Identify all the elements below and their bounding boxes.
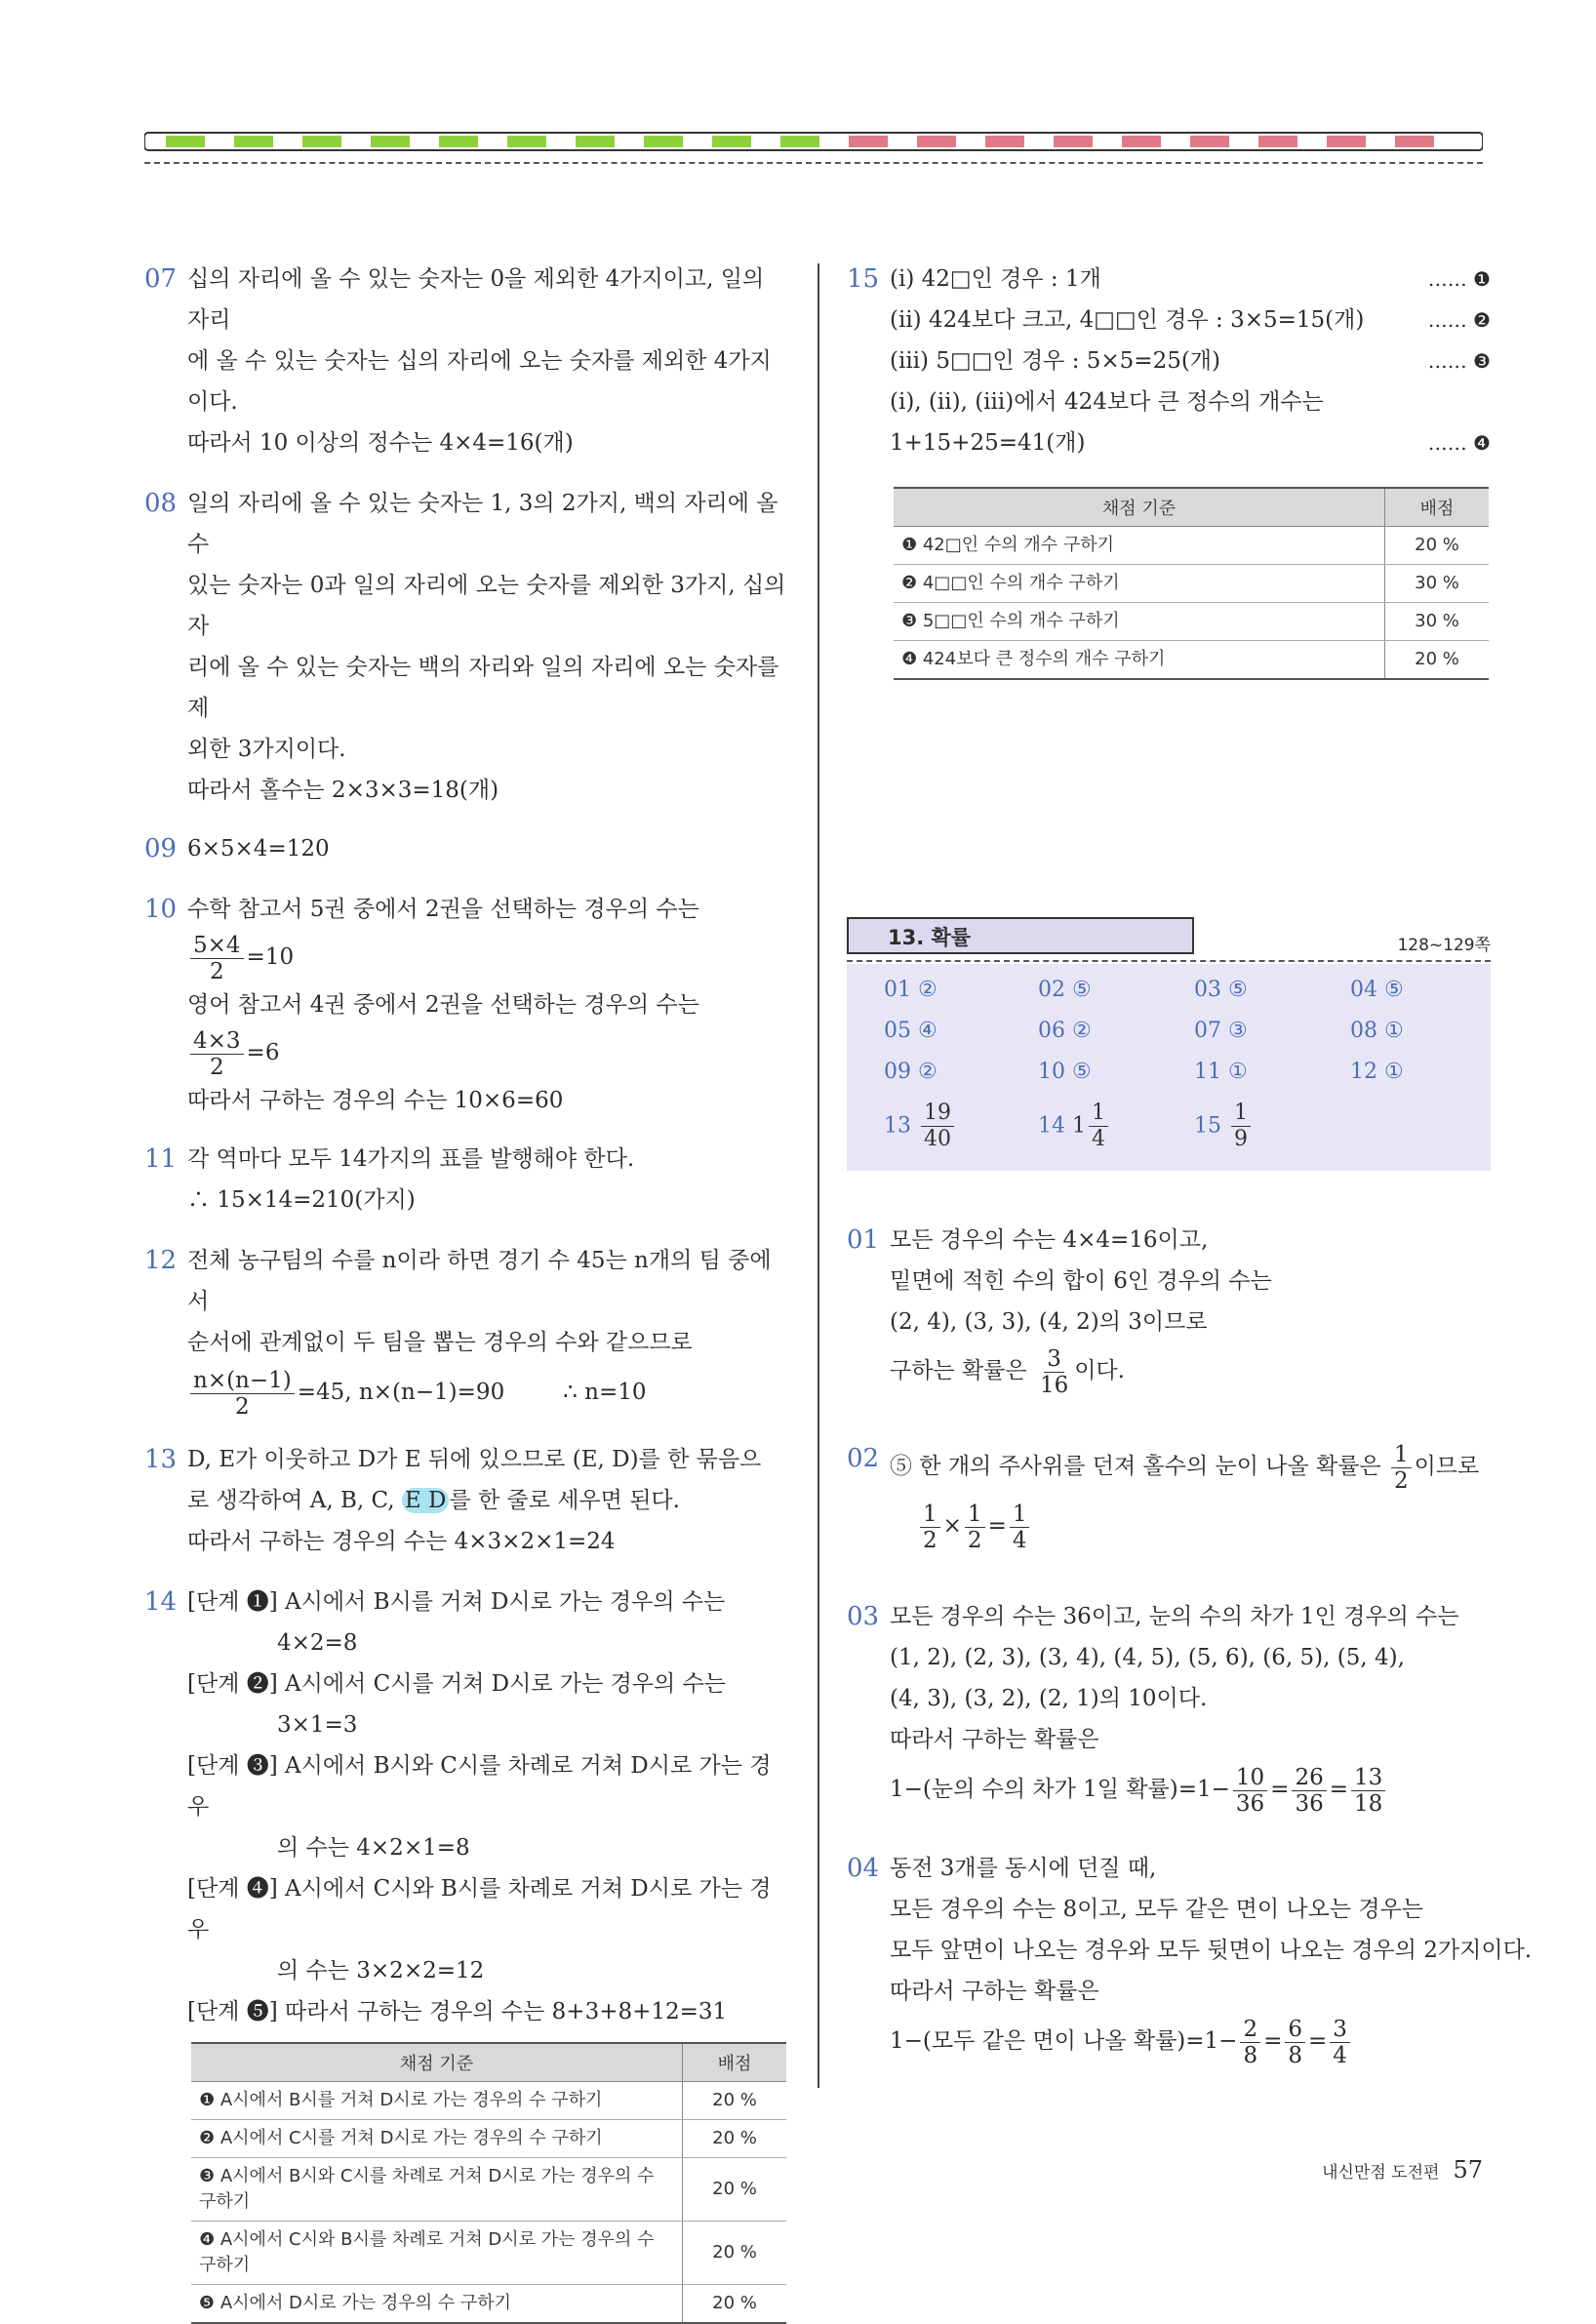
text-line: 따라서 홀수는 2×3×3=18(개)	[187, 778, 499, 803]
band-segment	[1395, 136, 1434, 147]
table-row: ❶ 42□인 수의 개수 구하기 20 %	[894, 527, 1489, 565]
problem-number: 15	[847, 264, 880, 294]
band-segment	[1122, 136, 1161, 147]
problem-number: 03	[847, 1602, 880, 1631]
table-row: ❹ A시에서 C시와 B시를 차례로 거쳐 D시로 가는 경우의 수 구하기 20 %	[191, 2222, 786, 2285]
band-segment	[507, 136, 546, 147]
section-title: 13. 확률	[847, 917, 1194, 954]
text-line: 로 생각하여 A, B, C, E D 를 한 줄로 세우면 된다.	[187, 1488, 680, 1513]
table-row: ❹ 424보다 큰 정수의 개수 구하기 20 %	[894, 641, 1489, 680]
answer-item: 11 ①	[1194, 1060, 1248, 1084]
text-line: 모두 앞면이 나오는 경우와 모두 뒷면이 나오는 경우의 2가지이다.	[890, 1938, 1533, 1963]
problem-number: 01	[847, 1225, 880, 1255]
text-line: 모든 경우의 수는 36이고, 눈의 수의 차가 1인 경우의 수는	[890, 1604, 1459, 1629]
text-line: (4, 3), (3, 2), (2, 1)의 10이다.	[890, 1686, 1208, 1711]
right-column-solutions	[847, 1220, 1533, 2070]
band-segment	[576, 136, 615, 147]
solution-04	[847, 1848, 1533, 2070]
grading-table-14	[191, 2042, 786, 2324]
page-number: 57	[1453, 2156, 1483, 2184]
problem-number: 09	[144, 834, 178, 863]
text-line: (ⅲ) 5□□인 경우 : 5×5=25(개) …… ❸	[890, 348, 1491, 374]
band-segment	[234, 136, 273, 147]
text-line: 있는 숫자는 0과 일의 자리에 오는 숫자를 제외한 3가지, 십의 자	[187, 573, 786, 639]
answer-item: 05 ④	[884, 1019, 938, 1043]
band-segment	[1258, 136, 1297, 147]
step-2: [단계 ❷] A시에서 C시를 거쳐 D시로 가는 경우의 수는 3×1=3	[187, 1671, 727, 1738]
solution-03	[847, 1596, 1491, 1819]
band-segment	[302, 136, 341, 147]
section-dashed-line	[847, 960, 1491, 962]
table-row: ❸ 5□□인 수의 개수 구하기 30 %	[894, 603, 1489, 641]
problem-number: 14	[144, 1587, 178, 1617]
answer-item: 09 ②	[884, 1060, 938, 1084]
answer-item: 10 ⑤	[1038, 1060, 1092, 1084]
answer-item: 14 1 $\frac{1}{4}$	[1038, 1101, 1111, 1152]
answer-box	[847, 964, 1491, 1171]
text-line: 동전 3개를 동시에 던질 때,	[890, 1856, 1157, 1881]
problem-number: 11	[144, 1144, 178, 1174]
text-line: (ⅰ) 42□인 경우 : 1개 …… ❶	[890, 266, 1491, 292]
fraction: $\frac{4\times 3}{2}$	[190, 1028, 244, 1080]
band-segment	[371, 136, 410, 147]
answer-item: 06 ②	[1038, 1019, 1092, 1043]
section-13	[847, 917, 1491, 1171]
text-line: 리에 올 수 있는 숫자는 백의 자리와 일의 자리에 오는 숫자를 제	[187, 655, 779, 721]
problem-12	[144, 1240, 788, 1422]
text-line: 십의 자리에 올 수 있는 숫자는 0을 제외한 4가지이고, 일의 자리	[187, 266, 765, 333]
section-pages: 128~129쪽	[1397, 936, 1491, 955]
text-line: 영어 참고서 4권 중에서 2권을 선택하는 경우의 수는	[187, 992, 699, 1018]
solution-01	[847, 1220, 1491, 1399]
band-segment	[1327, 136, 1366, 147]
text-line: 6×5×4=120	[187, 836, 330, 861]
table-row: ❶ A시에서 B시를 거쳐 D시로 가는 경우의 수 구하기 20 %	[191, 2082, 786, 2120]
band-segment	[166, 136, 205, 147]
answer-item: 13 $\frac{19}{40}$	[884, 1101, 957, 1152]
page-footer	[1322, 2156, 1483, 2184]
problem-number: 07	[144, 264, 178, 294]
text-line: 따라서 구하는 경우의 수는 10×6=60	[187, 1088, 564, 1113]
problem-number: 04	[847, 1854, 880, 1883]
problem-number: 08	[144, 489, 178, 518]
text-line: 따라서 구하는 확률은	[890, 1979, 1099, 2004]
step-5: [단계 ❺] 따라서 구하는 경우의 수는 8+3+8+12=31	[187, 1999, 728, 2024]
text-line: ∴ 15×14=210(가지)	[187, 1187, 416, 1213]
fraction: $\frac{n\times(n-1)}{2}$	[190, 1368, 295, 1420]
formula-line: 1−(눈의 수의 차가 1일 확률)=1− $\frac{10}{36}$ = $\frac{26}{36}$ = $\frac{13}{18}$	[890, 1760, 1491, 1819]
text-line: 각 역마다 모두 14가지의 표를 발행해야 한다.	[187, 1146, 635, 1172]
formula-line: $\frac{1}{2}$ × $\frac{1}{2}$ = $\frac{1}{4}$	[890, 1495, 1491, 1557]
band-segment	[439, 136, 478, 147]
text-line: (ⅱ) 424보다 크고, 4□□인 경우 : 3×5=15(개) …… ❷	[890, 307, 1491, 333]
table-header: 채점 기준	[894, 488, 1385, 527]
text-line: D, E가 이웃하고 D가 E 뒤에 있으므로 (E, D)를 한 묶음으	[187, 1447, 762, 1472]
formula-line: $\frac{n\times(n-1)}{2}$ =45, n×(n−1)=90 ∴ n=10	[187, 1363, 788, 1422]
answer-item: 02 ⑤	[1038, 978, 1092, 1002]
table-row: ❷ A시에서 C시를 거쳐 D시로 가는 경우의 수 구하기 20 %	[191, 2120, 786, 2158]
formula-line: $\frac{4\times 3}{2}$ =6	[187, 1025, 788, 1080]
text-line: 전체 농구팀의 수를 n이라 하면 경기 수 45는 n개의 팀 중에서	[187, 1248, 772, 1314]
problem-11	[144, 1139, 788, 1221]
answer-item: 08 ①	[1350, 1019, 1404, 1043]
band-segment	[1190, 136, 1229, 147]
problem-08	[144, 483, 788, 811]
band-segment	[780, 136, 819, 147]
text-line: 따라서 구하는 확률은	[890, 1727, 1099, 1752]
highlight: E D	[402, 1488, 450, 1513]
band-segment	[849, 136, 888, 147]
top-decorative-band	[144, 131, 1483, 152]
text-line: 수학 참고서 5권 중에서 2권을 선택하는 경우의 수는	[187, 897, 699, 922]
footer-label: 내신만점 도전편	[1322, 2163, 1440, 2183]
answer-item: 04 ⑤	[1350, 978, 1404, 1002]
column-divider	[818, 263, 819, 2088]
table-row: ❸ A시에서 B시와 C시를 차례로 거쳐 D시로 가는 경우의 수 구하기 20 %	[191, 2158, 786, 2222]
step-3: [단계 ❸] A시에서 B시와 C시를 차례로 거쳐 D시로 가는 경우 의 수는 4×2×1=8	[187, 1753, 772, 1861]
table-row: ❷ 4□□인 수의 개수 구하기 30 %	[894, 565, 1489, 603]
step-1: [단계 ❶] A시에서 B시를 거쳐 D시로 가는 경우의 수는 4×2=8	[187, 1589, 726, 1656]
formula-line: $\frac{5\times 4}{2}$ =10	[187, 930, 788, 984]
table-header: 배점	[1385, 488, 1490, 527]
text-line: 따라서 구하는 경우의 수는 4×3×2×1=24	[187, 1529, 616, 1554]
problem-number: 02	[847, 1444, 880, 1473]
text-line: 외한 3가지이다.	[187, 737, 346, 762]
solution-02	[847, 1438, 1491, 1557]
answer-item: 12 ①	[1350, 1060, 1404, 1084]
problem-number: 13	[144, 1445, 178, 1474]
answer-item: 07 ③	[1194, 1019, 1248, 1043]
problem-10	[144, 889, 788, 1121]
text-line: 1+15+25=41(개) …… ❹	[890, 430, 1491, 456]
text-line: 일의 자리에 올 수 있는 숫자는 1, 3의 2가지, 백의 자리에 올 수	[187, 491, 778, 557]
answer-item: 01 ②	[884, 978, 938, 1002]
answer-item: 03 ⑤	[1194, 978, 1248, 1002]
formula-line: ⑤ 한 개의 주사위를 던져 홀수의 눈이 나올 확률은 $\frac{1}{2}$ 이므로	[890, 1441, 1480, 1494]
band-segment	[712, 136, 751, 147]
problem-14	[144, 1582, 788, 2032]
text-line: 밑면에 적힌 수의 합이 6인 경우의 수는	[890, 1268, 1272, 1294]
problem-number: 12	[144, 1246, 178, 1275]
table-row: ❺ A시에서 D시로 가는 경우의 수 구하기 20 %	[191, 2285, 786, 2324]
answer-item: 15 $\frac{1}{9}$	[1194, 1101, 1254, 1152]
text-line: 순서에 관계없이 두 팀을 뽑는 경우의 수와 같으므로	[187, 1330, 693, 1355]
step-4: [단계 ❹] A시에서 C시와 B시를 차례로 거쳐 D시로 가는 경우 의 수는 3×2×2=12	[187, 1876, 772, 1983]
band-segment	[985, 136, 1024, 147]
text-line: (1, 2), (2, 3), (3, 4), (4, 5), (5, 6), (6, 5), (5, 4),	[890, 1645, 1405, 1670]
text-line: (ⅰ), (ⅱ), (ⅲ)에서 424보다 큰 정수의 개수는	[890, 389, 1324, 415]
problem-13	[144, 1439, 788, 1562]
problem-09	[144, 828, 788, 869]
problem-07	[144, 259, 788, 463]
band-segment	[644, 136, 683, 147]
grading-table-15	[894, 487, 1489, 680]
table-header: 채점 기준	[191, 2043, 683, 2082]
band-segment	[1054, 136, 1093, 147]
text-line: 에 올 수 있는 숫자는 십의 자리에 오는 숫자를 제외한 4가지이다.	[187, 348, 772, 415]
right-column	[847, 259, 1491, 680]
text-line: (2, 4), (3, 3), (4, 2)의 3이므로	[890, 1309, 1208, 1335]
fraction: $\frac{5\times 4}{2}$	[190, 933, 244, 984]
top-dashed-line	[144, 162, 1483, 164]
text-line: 따라서 10 이상의 정수는 4×4=16(개)	[187, 430, 574, 456]
formula-line: 구하는 확률은 $\frac{3}{16}$ 이다.	[890, 1345, 1125, 1398]
text-line: 모든 경우의 수는 4×4=16이고,	[890, 1227, 1209, 1253]
problem-number: 10	[144, 895, 178, 924]
table-header: 배점	[683, 2043, 787, 2082]
left-column	[144, 259, 788, 2324]
band-segment	[917, 136, 956, 147]
text-line: 모든 경우의 수는 8이고, 모두 같은 면이 나오는 경우는	[890, 1897, 1424, 1922]
problem-15	[847, 259, 1491, 463]
formula-line: 1−(모두 같은 면이 나올 확률)=1− $\frac{2}{8}$ = $\frac{6}{8}$ = $\frac{3}{4}$	[890, 2012, 1491, 2070]
